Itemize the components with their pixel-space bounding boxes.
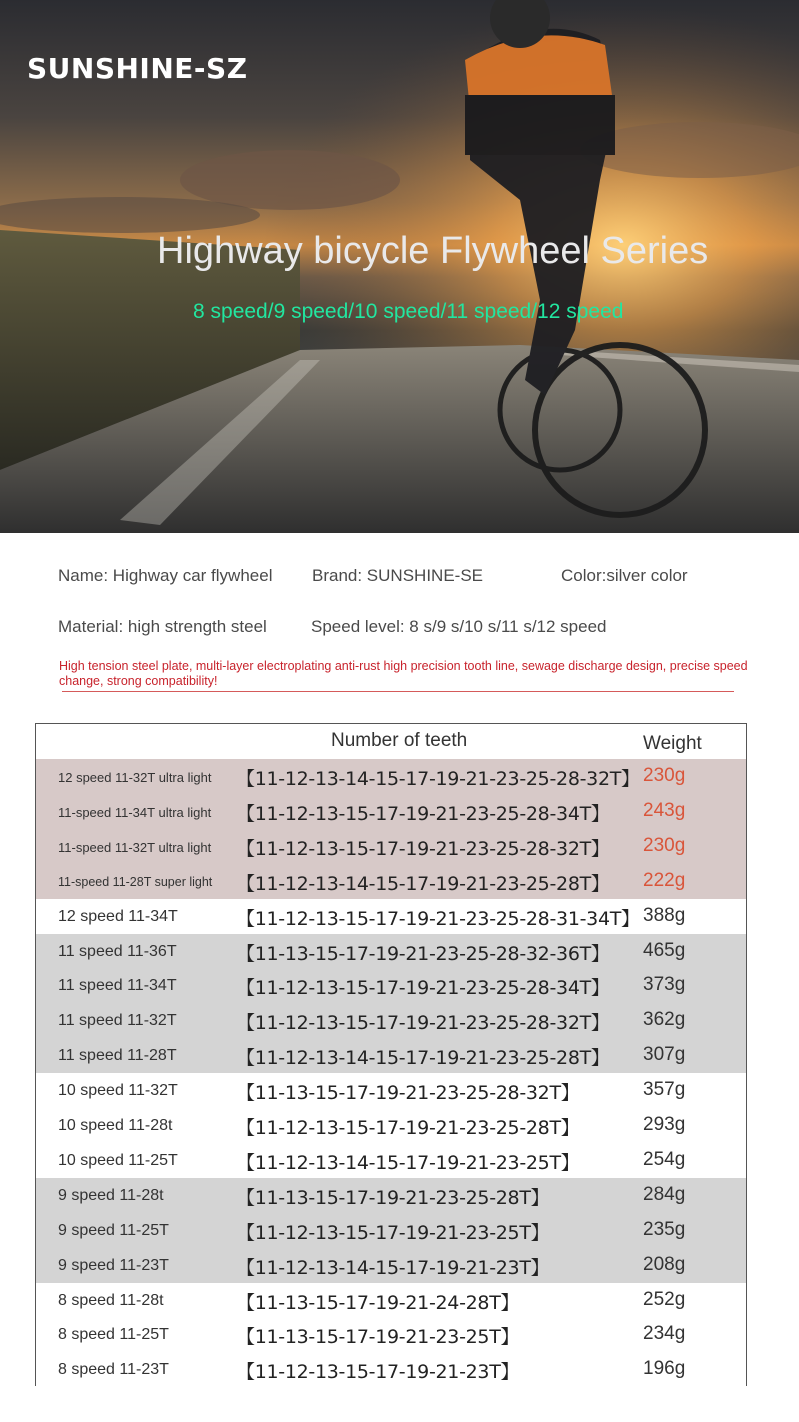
- table-row: [36, 934, 746, 970]
- row-teeth-config: 【11-13-15-17-19-21-23-25T】: [236, 1326, 520, 1349]
- row-weight: 284g: [643, 1183, 686, 1205]
- row-teeth-config: 【11-12-13-15-17-19-21-23-25-28-31-34T】: [236, 907, 640, 930]
- row-model-name: 11 speed 11-28T: [58, 1047, 177, 1065]
- row-teeth-config: 【11-12-13-15-17-19-21-23-25-28-32T】: [236, 1012, 610, 1035]
- table-row: [36, 1073, 746, 1109]
- row-teeth-config: 【11-12-13-15-17-19-21-23-25-28T】: [236, 1117, 580, 1139]
- table-row: [36, 1143, 746, 1179]
- hero-title: Highway bicycle Flywheel Series: [157, 230, 709, 272]
- spec-brand: Brand: SUNSHINE-SE: [312, 566, 483, 585]
- cassette-spec-table: [35, 723, 747, 1386]
- row-weight: 243g: [643, 799, 686, 821]
- table-row: [36, 1038, 746, 1074]
- table-row: [36, 829, 746, 865]
- table-row: [36, 794, 746, 830]
- row-teeth-config: 【11-13-15-17-19-21-23-25-28-32-36T】: [236, 942, 610, 965]
- row-weight: 208g: [643, 1253, 686, 1275]
- row-teeth-config: 【11-12-13-15-17-19-21-23-25-28-32T】: [236, 837, 610, 860]
- row-model-name: 8 speed 11-23T: [58, 1361, 169, 1379]
- row-teeth-config: 【11-12-13-14-15-17-19-21-23-25-28-32T】: [236, 768, 640, 790]
- table-row: [36, 1003, 746, 1039]
- row-weight: 235g: [643, 1218, 686, 1240]
- table-row: [36, 759, 746, 795]
- header-weight: Weight: [643, 733, 702, 754]
- table-row: [36, 1248, 746, 1284]
- row-model-name: 8 speed 11-28t: [58, 1291, 164, 1309]
- table-row: [36, 899, 746, 935]
- row-model-name: 12 speed 11-32T ultra light: [58, 770, 212, 785]
- spec-speed-level: Speed level: 8 s/9 s/10 s/11 s/12 speed: [311, 617, 607, 636]
- row-model-name: 9 speed 11-23T: [58, 1256, 169, 1274]
- table-row: [36, 1213, 746, 1249]
- row-teeth-config: 【11-12-13-14-15-17-19-21-23T】: [236, 1256, 550, 1279]
- row-model-name: 10 speed 11-25T: [58, 1151, 178, 1169]
- row-teeth-config: 【11-12-13-14-15-17-19-21-23-25T】: [236, 1151, 580, 1174]
- table-row: [36, 1108, 746, 1144]
- row-model-name: 11-speed 11-32T ultra light: [58, 839, 212, 855]
- row-weight: 465g: [643, 939, 686, 961]
- row-teeth-config: 【11-13-15-17-19-21-23-25-28T】: [236, 1186, 550, 1209]
- row-teeth-config: 【11-12-13-15-17-19-21-23-25-28-34T】: [236, 977, 610, 1000]
- row-weight: 307g: [643, 1044, 686, 1066]
- row-model-name: 11 speed 11-36T: [58, 942, 177, 960]
- row-weight: 254g: [643, 1148, 686, 1170]
- hero-banner: [0, 0, 799, 533]
- row-model-name: 9 speed 11-28t: [58, 1186, 164, 1204]
- table-row: [36, 1317, 746, 1353]
- row-model-name: 8 speed 11-25T: [58, 1326, 169, 1344]
- row-weight: 373g: [643, 974, 686, 996]
- row-teeth-config: 【11-12-13-14-15-17-19-21-23-25-28T】: [236, 872, 610, 895]
- table-row: [36, 1283, 746, 1319]
- table-row: [36, 968, 746, 1004]
- row-weight: 362g: [643, 1009, 686, 1031]
- row-model-name: 12 speed 11-34T: [58, 907, 178, 925]
- row-teeth-config: 【11-13-15-17-19-21-24-28T】: [236, 1291, 520, 1314]
- row-model-name: 11-speed 11-28T super light: [58, 874, 213, 889]
- row-teeth-config: 【11-12-13-15-17-19-21-23-25T】: [236, 1221, 550, 1244]
- row-weight: 388g: [643, 904, 686, 926]
- row-model-name: 10 speed 11-32T: [58, 1082, 178, 1100]
- row-teeth-config: 【11-13-15-17-19-21-23-25-28-32T】: [236, 1082, 580, 1105]
- row-weight: 357g: [643, 1079, 686, 1101]
- spec-name: Name: Highway car flywheel: [58, 566, 273, 585]
- table-row: [36, 1178, 746, 1214]
- brand-logo-text: SUNSHINE-SZ: [27, 52, 248, 85]
- row-teeth-config: 【11-12-13-15-17-19-21-23T】: [236, 1361, 520, 1384]
- row-model-name: 9 speed 11-25T: [58, 1221, 169, 1239]
- hero-subtitle: 8 speed/9 speed/10 speed/11 speed/12 speed: [193, 300, 624, 323]
- row-weight: 196g: [643, 1358, 686, 1380]
- row-model-name: 11 speed 11-32T: [58, 1012, 177, 1030]
- row-model-name: 11 speed 11-34T: [58, 977, 177, 995]
- row-model-name: 11-speed 11-34T ultra light: [58, 804, 212, 820]
- table-row: [36, 1352, 746, 1387]
- row-teeth-config: 【11-12-13-14-15-17-19-21-23-25-28T】: [236, 1047, 610, 1070]
- row-weight: 252g: [643, 1288, 686, 1310]
- row-weight: 293g: [643, 1114, 686, 1135]
- table-row: [36, 864, 746, 900]
- row-weight: 222g: [643, 869, 686, 891]
- spec-material: Material: high strength steel: [58, 617, 267, 636]
- row-weight: 234g: [643, 1323, 686, 1345]
- spec-color: Color:silver color: [561, 566, 688, 585]
- row-weight: 230g: [643, 765, 686, 786]
- row-weight: 230g: [643, 834, 686, 856]
- product-description: High tension steel plate, multi-layer electroplating anti-rust high precision tooth line, sewage discharge design, precise speed change, strong compatibility!: [59, 659, 748, 688]
- row-teeth-config: 【11-12-13-15-17-19-21-23-25-28-34T】: [236, 802, 610, 825]
- header-teeth: Number of teeth: [331, 730, 468, 751]
- description-divider: [62, 691, 734, 692]
- table-header-row: [36, 724, 746, 760]
- row-model-name: 10 speed 11-28t: [58, 1117, 173, 1134]
